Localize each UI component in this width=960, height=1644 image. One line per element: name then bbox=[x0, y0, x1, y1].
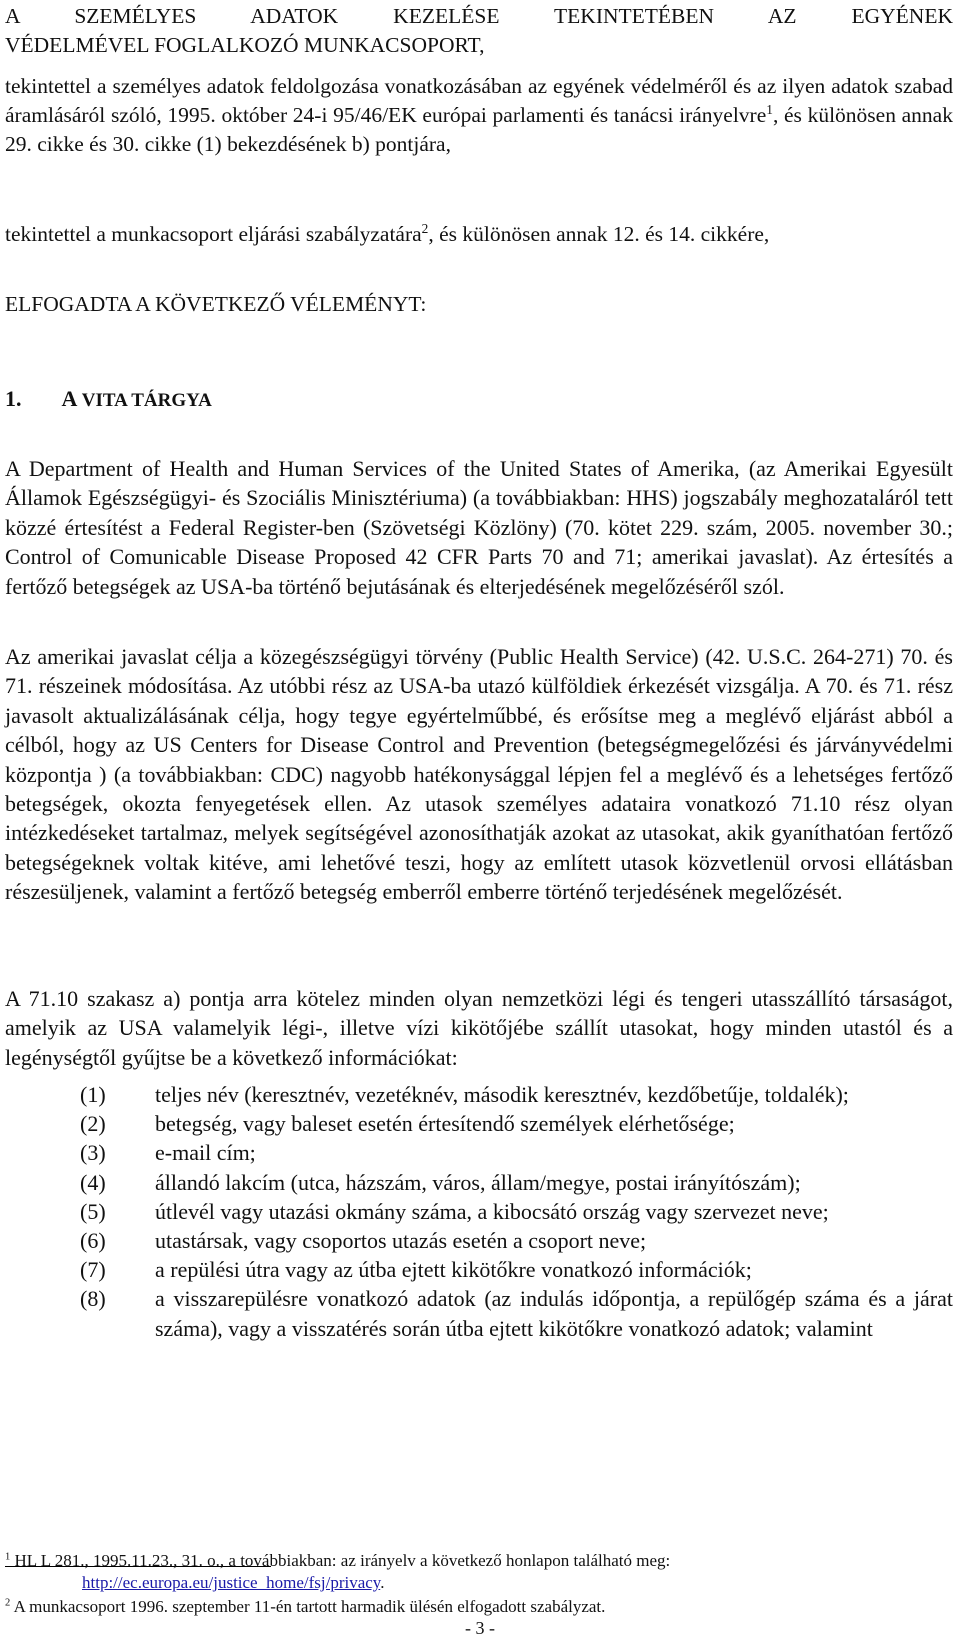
info-list bbox=[5, 1080, 953, 1343]
adopted-statement: ELFOGADTA A KÖVETKEZŐ VÉLEMÉNYT: bbox=[5, 292, 427, 316]
list-item: (3) e-mail cím; bbox=[80, 1140, 256, 1166]
recital-2: tekintettel a munkacsoport eljárási szabályzatára$^2$, és különösen annak 12. és 14. cikkére, bbox=[5, 220, 770, 246]
list-item: (7) a repülési útra vagy az útba ejtett kikötőkre vonatkozó információk; bbox=[80, 1257, 752, 1283]
footnote-ref-2[interactable]: 2 bbox=[421, 220, 429, 236]
footnote-ref-1[interactable]: 1 bbox=[766, 101, 773, 117]
list-item: (5) útlevél vagy utazási okmány száma, a kibocsátó ország vagy szervezet neve; bbox=[80, 1198, 829, 1224]
list-item: (2) betegség, vagy baleset esetén értesítendő személyek elérhetősége; bbox=[80, 1111, 735, 1137]
paragraph-2: Az amerikai javaslat célja a közegészségügyi törvény (Public Health Service) (42. U.S.C. 264-271) 70. és 71. részeinek módosítása. Az utóbbi rész az USA-ba utazó külföldiek érkezését vizsgálja. A 70. és 71. rész javasolt aktualizálásának célja, hogy tegye egyértelműbbé, és erősítse meg a meglévő eljárást abból a célból, hogy az US Centers for Disease Control and Prevention (betegségmegelőzési és járványvédelmi központja ) (a továbbiakban: CDC) nagyobb hatékonysággal lépjen fel a meglévő és a lehetséges fertőző betegségek, okozta fenyegetések ellen. Az utasok személyes adataira vonatkozó 71.10 rész olyan intézkedéseket tartalmaz, melyek segítségével azonosíthatják azokat az utasokat, akik gyaníthatóan fertőző betegségeknek voltak kitéve, ami lehetővé teszi, hogy az említett utasok közvetlenül orvosi ellátásban részesüljenek, valamint a fertőző betegség emberről emberre történő terjedésének megelőzését. bbox=[5, 644, 953, 905]
page-number: - 3 - bbox=[465, 1618, 495, 1638]
list-item: (4) állandó lakcím (utca, házszám, város, állam/megye, postai irányítószám); bbox=[80, 1169, 801, 1195]
paragraph-3: A 71.10 szakasz a) pontja arra kötelez minden olyan nemzetközi légi és tengeri utasszállító társaságot, amelyik az USA valamelyik légi-, illetve vízi kikötőjébe szállít utasokat, hogy minden utastól és a legénységtől gyűjtse be a következő információkat: bbox=[5, 986, 953, 1070]
list-item: (1) teljes név (keresztnév, vezetéknév, második keresztnév, kezdőbetűje, toldalék); bbox=[80, 1082, 849, 1107]
footnote-1: $^1$ HL L 281., 1995.11.23., 31. o., a továbbiakban: az irányelv a következő honlapon található meg: http://ec.europa.eu/justice_home/fsj/privacy. bbox=[5, 1551, 671, 1592]
section-number: 1. bbox=[5, 386, 22, 411]
footnote-2: $^2$ A munkacsoport 1996. szeptember 11-én tartott harmadik ülésén elfogadott szabályzat. bbox=[5, 1597, 606, 1616]
list-item: (8) a visszarepülésre vonatkozó adatok (az indulás időpontja, a repülőgép száma és a járat száma), vagy a visszatérés során útba ejtett kikötőkre vonatkozó adatok; valamint bbox=[80, 1286, 953, 1341]
section-heading: 1. A VITA TÁRGYA bbox=[5, 386, 212, 411]
list-item: (6) utastársak, vagy csoportos utazás esetén a csoport neve; bbox=[80, 1228, 647, 1254]
paragraph-1: A Department of Health and Human Services of the United States of Amerika, (az Amerikai Egyesült Államok Egészségügyi- és Szociális Minisztériuma) (a továbbiakban: HHS) jogszabály meghozataláról tett közzé értesítést a Federal Register-ben (Szövetségi Közlöny) (70. kötet 229. szám, 2005. november 30.; Control of Comunicable Disease Proposed 42 CFR Parts 70 and 71; amerikai javaslat). Az értesítés a fertőző betegségek az USA-ba történő bejutásának és elterjedésének megelőzéséről szól. bbox=[5, 456, 953, 599]
privacy-link[interactable]: http://ec.europa.eu/justice_home/fsj/privacy bbox=[82, 1573, 381, 1592]
footnote-mark-1: 1 bbox=[5, 1551, 11, 1563]
footnote-mark-2: 2 bbox=[5, 1597, 11, 1609]
committee-line-2: VÉDELMÉVEL FOGLALKOZÓ MUNKACSOPORT, bbox=[5, 33, 485, 57]
recital-1: tekintettel a személyes adatok feldolgozása vonatkozásában az egyének védelméről és az ilyen adatok szabad áramlásáról szóló, 1995. október 24-i 95/46/EK európai parlamenti és tanácsi irányelvre$^1$, és különösen annak 29. cikke és 30. cikke (1) bekezdésének b) pontjára, bbox=[5, 74, 953, 156]
section-title: VITA TÁRGYA bbox=[77, 390, 212, 411]
committee-line-1: A SZEMÉLYES ADATOK KEZELÉSE TEKINTETÉBEN AZ EGYÉNEK bbox=[5, 4, 953, 28]
